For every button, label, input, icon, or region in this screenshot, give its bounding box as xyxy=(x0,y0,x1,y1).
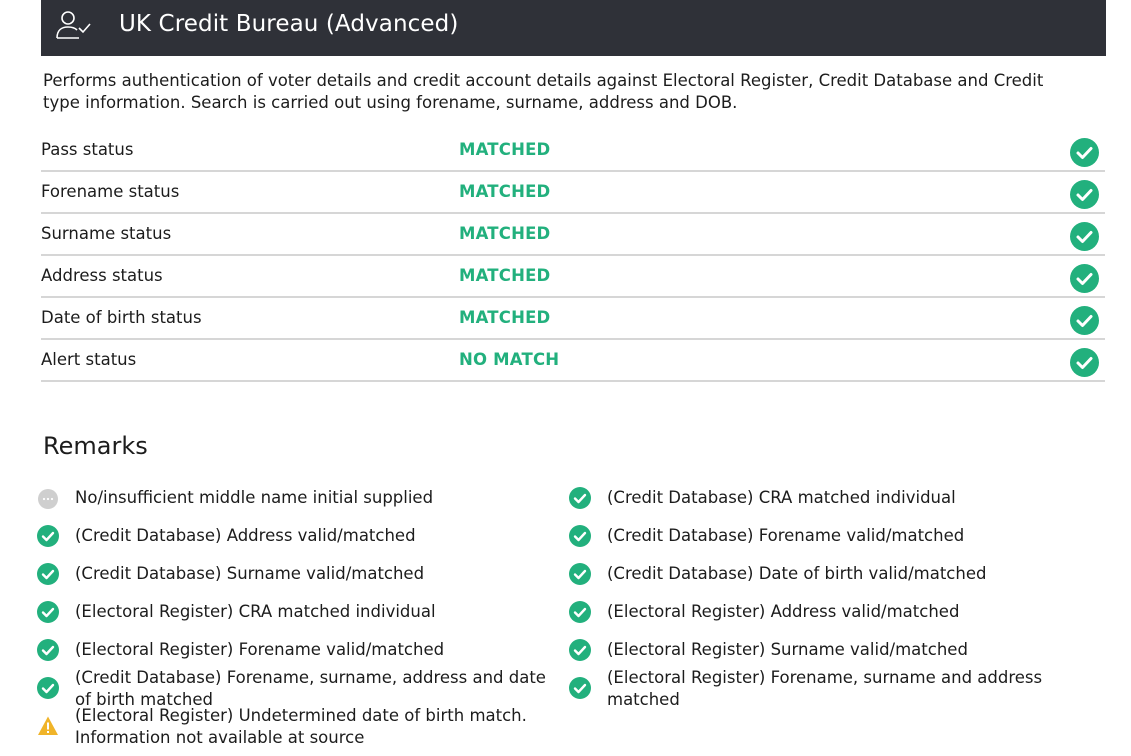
remark-text: (Credit Database) Date of birth valid/matched xyxy=(607,564,987,583)
remark-text: (Credit Database) Forename valid/matched xyxy=(607,526,965,545)
status-row-dob xyxy=(41,298,1105,340)
user-check-icon xyxy=(55,9,93,41)
check-icon xyxy=(569,487,591,509)
remark-text: (Electoral Register) Address valid/matched xyxy=(607,602,960,621)
status-row-pass xyxy=(41,130,1105,172)
status-value: MATCHED xyxy=(459,308,551,327)
remark-text: (Credit Database) Surname valid/matched xyxy=(75,564,425,583)
check-icon xyxy=(1070,264,1099,293)
check-icon xyxy=(37,639,59,661)
check-icon xyxy=(569,525,591,547)
status-label: Date of birth status xyxy=(41,308,202,327)
remark-text: (Electoral Register) CRA matched individual xyxy=(75,602,436,621)
check-icon xyxy=(1070,180,1099,209)
check-icon xyxy=(37,601,59,623)
page-title: UK Credit Bureau (Advanced) xyxy=(119,11,459,37)
remark-text: (Credit Database) CRA matched individual xyxy=(607,488,956,507)
status-row-alert xyxy=(41,340,1105,382)
status-value: MATCHED xyxy=(459,140,551,159)
check-icon xyxy=(569,677,591,699)
check-icon xyxy=(1070,348,1099,377)
check-icon xyxy=(569,639,591,661)
status-row-surname xyxy=(41,214,1105,256)
check-icon xyxy=(37,525,59,547)
remarks-heading: Remarks xyxy=(43,432,148,460)
remark-text: (Electoral Register) Forename, surname and address matched xyxy=(607,668,1043,709)
status-row-address xyxy=(41,256,1105,298)
status-row-forename xyxy=(41,172,1105,214)
check-icon xyxy=(569,563,591,585)
status-label: Pass status xyxy=(41,140,134,159)
remark-text: (Electoral Register) Undetermined date of birth match. Information not available at source xyxy=(75,706,527,747)
remark-text: (Credit Database) Address valid/matched xyxy=(75,526,416,545)
status-label: Forename status xyxy=(41,182,180,201)
warning-icon xyxy=(37,715,59,737)
status-label: Address status xyxy=(41,266,163,285)
status-value: MATCHED xyxy=(459,182,551,201)
check-icon xyxy=(1070,138,1099,167)
description-text: Performs authentication of voter details and credit account details against Electoral Register, Credit Database and Credit type information. Search is carried out using forename, surname, address and DOB. xyxy=(43,71,1044,112)
remark-text: No/insufficient middle name initial supplied xyxy=(75,488,434,507)
status-value: MATCHED xyxy=(459,224,551,243)
page-header xyxy=(41,0,1106,56)
remark-text: (Credit Database) Forename, surname, address and date of birth matched xyxy=(75,668,546,709)
remark-text: (Electoral Register) Surname valid/matched xyxy=(607,640,968,659)
status-label: Surname status xyxy=(41,224,172,243)
status-table xyxy=(41,130,1105,382)
check-icon xyxy=(569,601,591,623)
check-icon xyxy=(1070,306,1099,335)
neutral-dots-icon xyxy=(37,488,59,510)
remark-text: (Electoral Register) Forename valid/matched xyxy=(75,640,445,659)
status-label: Alert status xyxy=(41,350,137,369)
check-icon xyxy=(37,563,59,585)
check-icon xyxy=(1070,222,1099,251)
check-icon xyxy=(37,677,59,699)
status-value: MATCHED xyxy=(459,266,551,285)
status-value: NO MATCH xyxy=(459,350,560,369)
